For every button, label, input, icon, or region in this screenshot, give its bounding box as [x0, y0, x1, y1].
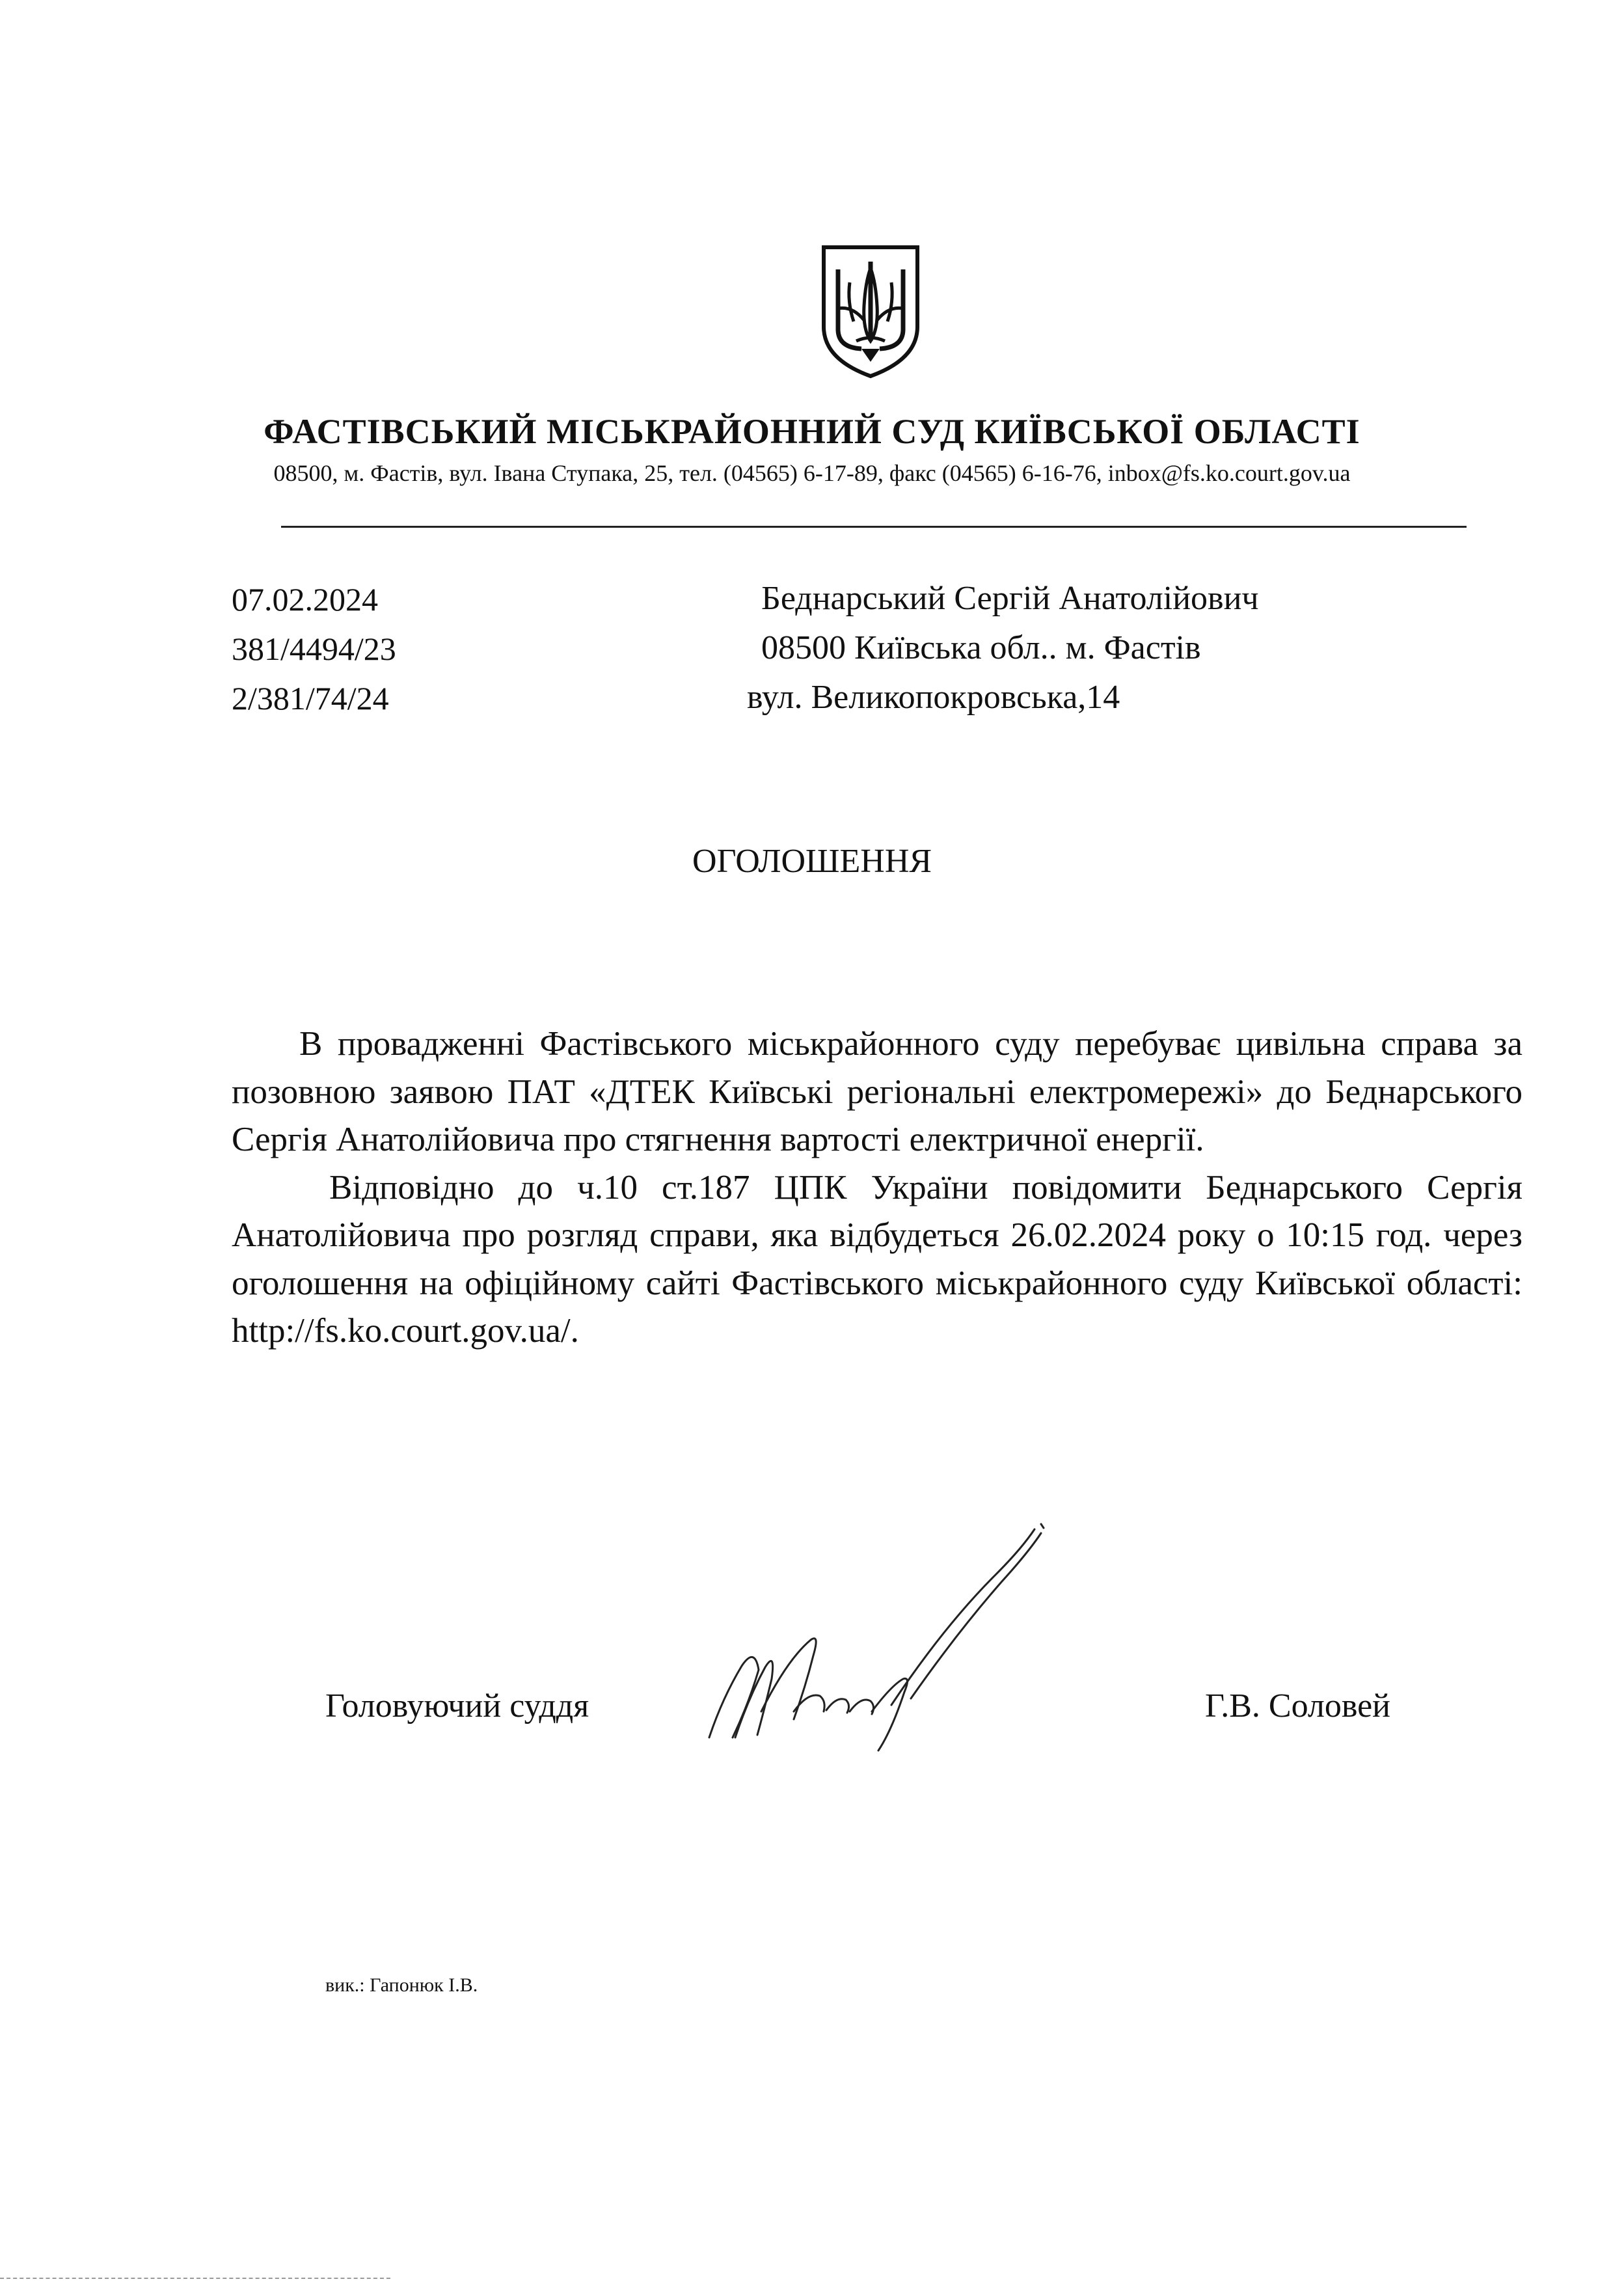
handwritten-signature-icon — [696, 1516, 1061, 1764]
outgoing-number: 2/381/74/24 — [232, 680, 389, 716]
body-paragraph: В провадженні Фастівського міськрайонного суду перебуває цивільна справа за позовною заявою ПАТ «ДТЕК Київські регіональні електромережі» до Беднарського Сергія Анатолійовича про стягнення вартості електричної енергії. — [232, 1025, 1522, 1158]
case-number: 381/4494/23 — [232, 631, 396, 667]
signatory-role: Головуючий суддя — [325, 1687, 589, 1724]
recipient-street: вул. Великопокровська,14 — [747, 679, 1120, 716]
document-date: 07.02.2024 — [232, 581, 378, 618]
court-address: 08500, м. Фастів, вул. Івана Ступака, 25, тел. (04565) 6-17-89, факс (04565) 6-16-76, inbox@fs.ko.court.gov.ua — [273, 460, 1351, 486]
court-name: ФАСТІВСЬКИЙ МІСЬКРАЙОННИЙ СУД КИЇВСЬКОЇ ОБЛАСТІ — [264, 412, 1360, 451]
document-title: ОГОЛОШЕННЯ — [692, 843, 932, 880]
body-paragraph: Відповідно до ч.10 ст.187 ЦПК України повідомити Беднарського Сергія Анатолійовича про розгляд справи, яка відбудеться 26.02.2024 року о 10:15 год. через оголошення на офіційному сайті Фастівського міськрайонного суду Київської області: http://fs.ko.court.gov.ua/. — [232, 1168, 1522, 1350]
executor-note: вик.: Гапонюк І.В. — [325, 1974, 478, 1996]
footer-divider — [0, 2278, 390, 2279]
recipient-city: 08500 Київська обл.. м. Фастів — [761, 629, 1201, 666]
signatory-name: Г.В. Соловей — [1205, 1687, 1390, 1724]
recipient-name: Беднарський Сергій Анатолійович — [761, 580, 1259, 617]
trident-coat-of-arms-icon — [819, 243, 923, 380]
document-body — [232, 1020, 1522, 1356]
header-divider — [281, 526, 1467, 528]
